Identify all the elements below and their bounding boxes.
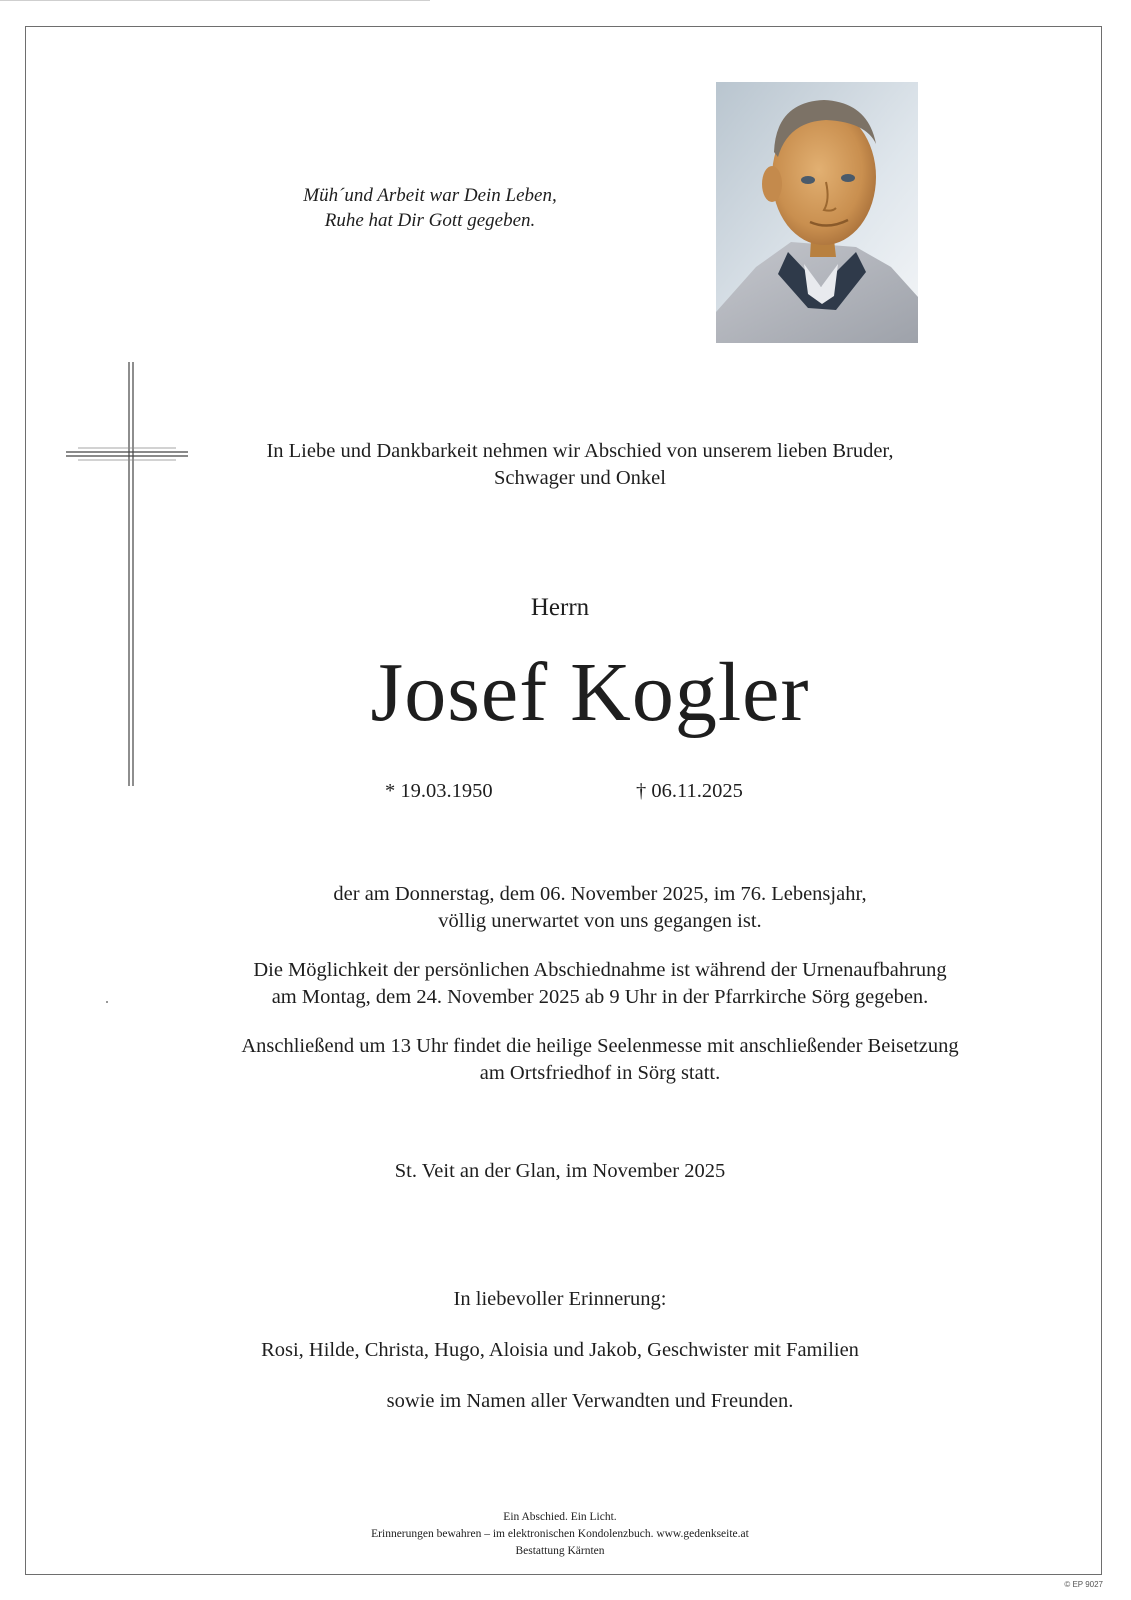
death-date: † 06.11.2025 bbox=[636, 780, 743, 802]
deceased-name: Josef Kogler bbox=[370, 646, 810, 739]
intro-text bbox=[180, 438, 980, 492]
footer-line-1: Ein Abschied. Ein Licht. bbox=[503, 1511, 617, 1523]
birth-date: * 19.03.1950 bbox=[385, 780, 493, 802]
scan-speck bbox=[106, 1001, 108, 1003]
portrait-photo bbox=[716, 82, 918, 343]
motto-line-1: Müh´und Arbeit war Dein Leben, bbox=[303, 185, 557, 206]
footer-line-3: Bestattung Kärnten bbox=[515, 1545, 605, 1557]
footer bbox=[260, 1509, 860, 1560]
family-names: Rosi, Hilde, Christa, Hugo, Aloisia und Jakob, Geschwister mit Familien bbox=[261, 1339, 859, 1361]
paragraph-line: Die Möglichkeit der persönlichen Abschiednahme ist während der Urnenaufbahrung bbox=[253, 959, 947, 981]
footer-line-2: Erinnerungen bewahren – im elektronischen Kondolenzbuch. www.gedenkseite.at bbox=[371, 1528, 749, 1540]
paragraph-viewing bbox=[160, 957, 1040, 1011]
scan-edge-mark bbox=[0, 0, 430, 1]
paragraph-line: am Montag, dem 24. November 2025 ab 9 Uhr in der Pfarrkirche Sörg gegeben. bbox=[271, 986, 929, 1008]
salutation: Herrn bbox=[530, 594, 590, 621]
reference-code: © EP 9027 bbox=[1064, 1580, 1103, 1589]
paragraph-passing bbox=[160, 881, 1040, 935]
motto-line-2: Ruhe hat Dir Gott gegeben. bbox=[324, 210, 536, 231]
paragraph-line: am Ortsfriedhof in Sörg statt. bbox=[479, 1062, 721, 1084]
place-date: St. Veit an der Glan, im November 2025 bbox=[394, 1160, 726, 1182]
motto bbox=[220, 183, 640, 233]
intro-line-1: In Liebe und Dankbarkeit nehmen wir Abschied von unserem lieben Bruder, bbox=[266, 440, 894, 462]
paragraph-line: Anschließend um 13 Uhr findet die heilige Seelenmesse mit anschließender Beisetzung bbox=[241, 1035, 959, 1057]
paragraph-line: völlig unerwartet von uns gegangen ist. bbox=[438, 910, 762, 932]
memory-heading: In liebevoller Erinnerung: bbox=[453, 1288, 667, 1310]
intro-line-2: Schwager und Onkel bbox=[494, 467, 666, 489]
others-line: sowie im Namen aller Verwandten und Freunden. bbox=[386, 1390, 794, 1412]
paragraph-line: der am Donnerstag, dem 06. November 2025, im 76. Lebensjahr, bbox=[333, 883, 867, 905]
cross-icon bbox=[66, 362, 188, 786]
paragraph-funeral bbox=[160, 1033, 1040, 1087]
